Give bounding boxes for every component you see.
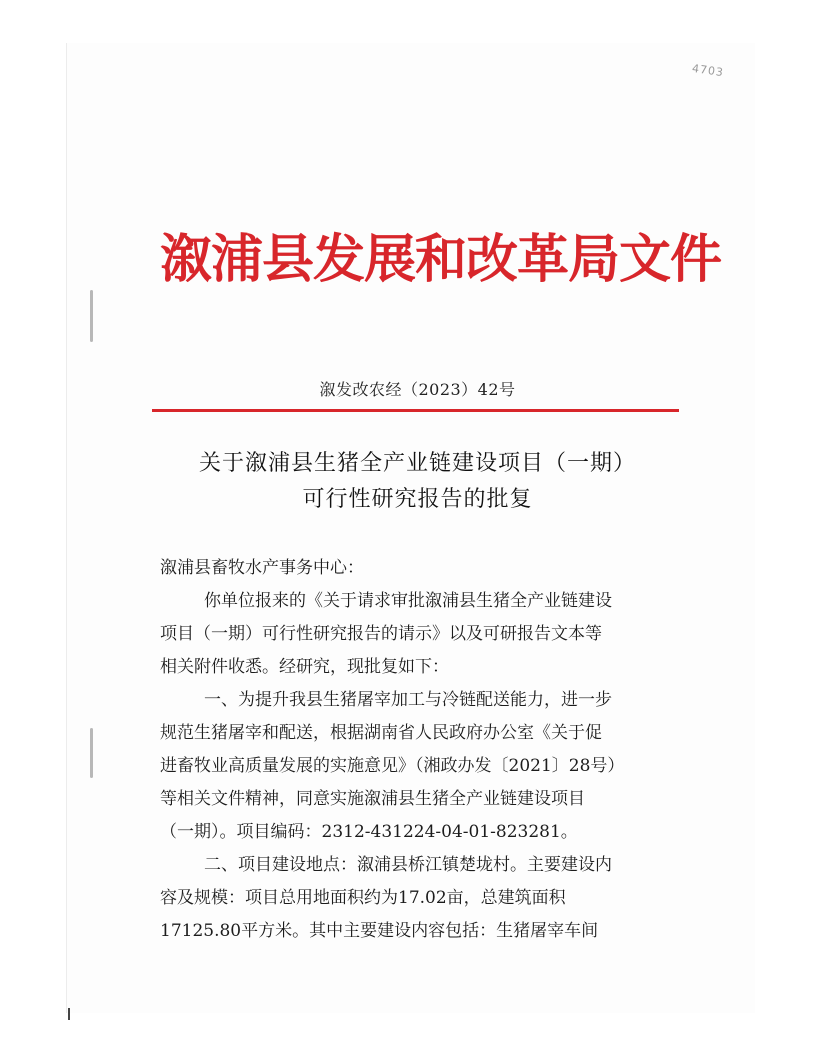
document-title: [150, 446, 685, 518]
document-body: [160, 552, 682, 948]
paragraph-2-line: （一期）。项目编码：2312-431224-04-01-823281。: [160, 822, 578, 842]
addressee: 溆浦县畜牧水产事务中心：: [160, 558, 364, 578]
paragraph-2-line: 规范生猪屠宰和配送，根据湖南省人民政府办公室《关于促: [160, 723, 602, 743]
document-masthead: 溆浦县发展和改革局文件: [160, 229, 722, 290]
handwritten-mark: 4703: [691, 61, 725, 80]
title-line-2: 可行性研究报告的批复: [302, 487, 533, 512]
paragraph-1-line: 你单位报来的《关于请求审批溆浦县生猪全产业链建设: [204, 591, 612, 611]
paragraph-2-line: 一、为提升我县生猪屠宰加工与冷链配送能力，进一步: [204, 690, 612, 710]
red-separator-line: [152, 409, 679, 412]
paragraph-1-line: 相关附件收悉。经研究，现批复如下：: [160, 657, 449, 677]
staple-hole-bottom: [90, 728, 93, 778]
paragraph-2-line: 等相关文件精神，同意实施溆浦县生猪全产业链建设项目: [160, 789, 585, 809]
staple-hole-top: [90, 290, 93, 342]
page-edge-mark: [68, 1008, 70, 1020]
paragraph-3-line: 二、项目建设地点：溆浦县桥江镇楚垅村。主要建设内: [204, 855, 612, 875]
paragraph-1-line: 项目（一期）可行性研究报告的请示》以及可研报告文本等: [160, 624, 602, 644]
document-number: 溆发改农经（2023）42号: [319, 380, 516, 399]
paragraph-3-line: 17125.80平方米。其中主要建设内容包括：生猪屠宰车间: [160, 921, 599, 941]
title-line-1: 关于溆浦县生猪全产业链建设项目（一期）: [198, 451, 636, 476]
paragraph-2-line: 进畜牧业高质量发展的实施意见》（湘政办发〔2021〕28号）: [160, 756, 625, 776]
paragraph-3-line: 容及规模：项目总用地面积约为17.02亩，总建筑面积: [160, 888, 566, 908]
